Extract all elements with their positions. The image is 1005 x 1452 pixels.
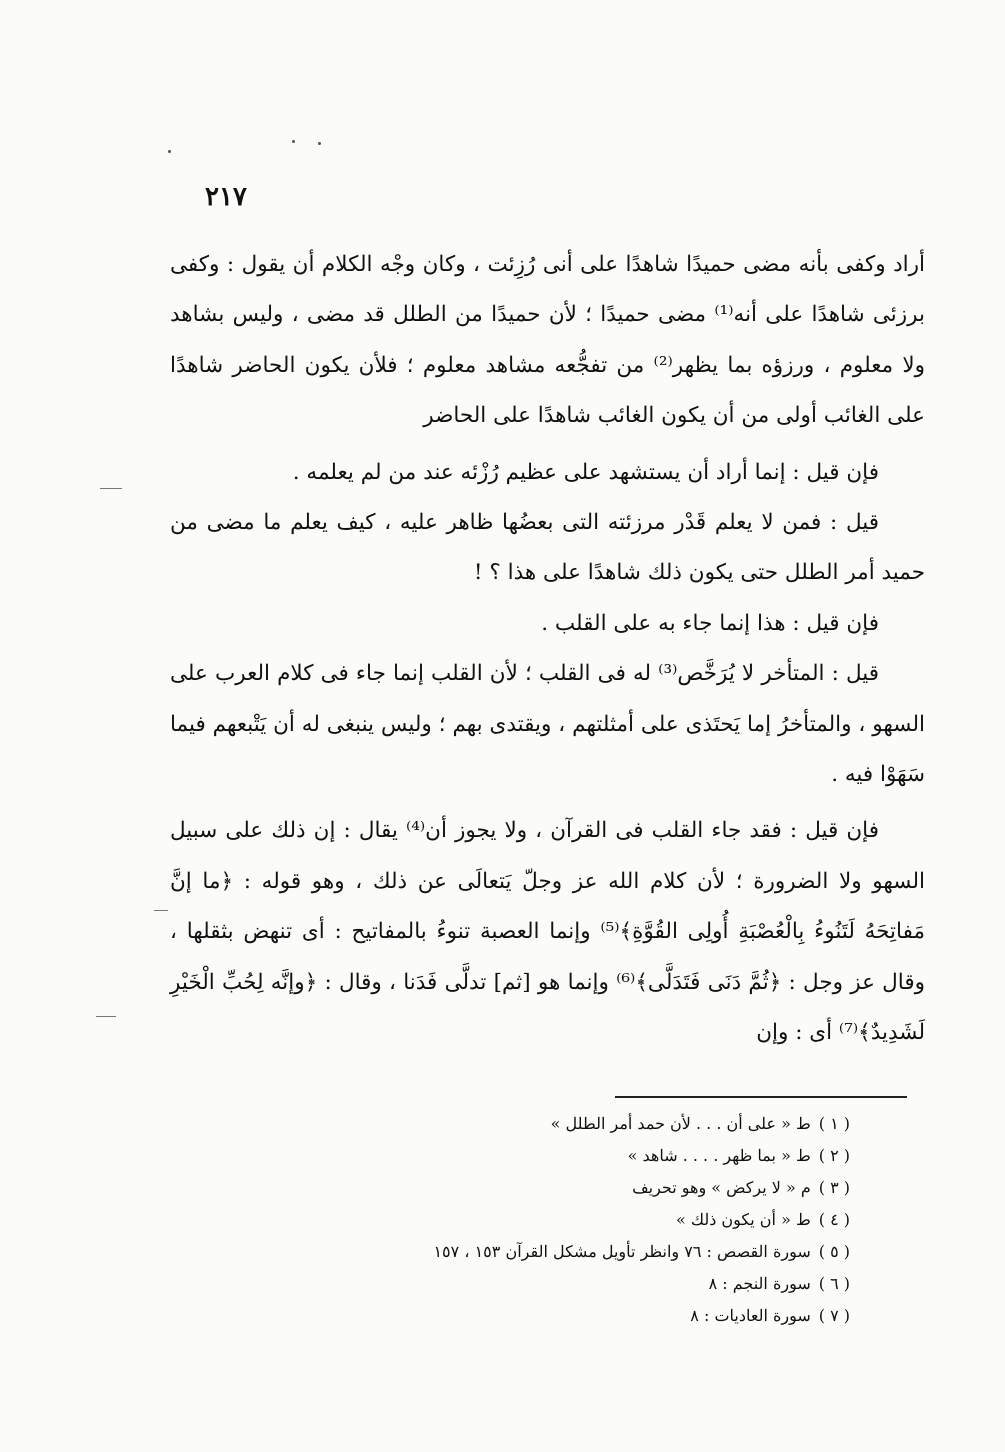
footnote-item [390, 1268, 850, 1300]
footnote-text: م « لا يركض » وهو تحريف [632, 1178, 811, 1197]
margin-mark [100, 488, 122, 489]
footnote-text: سورة العاديات : ٨ [690, 1306, 811, 1325]
footnote-text: سورة النجم : ٨ [708, 1274, 811, 1293]
footnote-text: ط « بما ظهر . . . . شاهد » [627, 1146, 811, 1165]
margin-mark [96, 1016, 116, 1017]
footnote-text: ط « على أن . . . لأن حمد أمر الطلل » [550, 1114, 811, 1133]
footnote-item [390, 1172, 850, 1204]
footnotes [390, 1108, 850, 1332]
scan-speck [292, 140, 295, 143]
page-number: ٢١٧ [205, 182, 247, 212]
footnote-number: ( ٧ ) [818, 1306, 850, 1325]
paragraph-1: أراد وكفى بأنه مضى حميدًا شاهدًا على أنى رُزِئت ، وكان وجْه الكلام أن يقول : وكفى برزئى شاهدًا على أنه⁽¹⁾ مضى حميدًا ؛ لأن حميدًا من الطلل قد مضى ، وليس بشاهد ولا معلوم ، ورزؤه بما يظهر⁽²⁾ من تفجُّعه مشاهد معلوم ؛ فلأن يكون الحاضر شاهدًا على الغائب أولى من أن يكون الغائب شاهدًا على الحاضر [170, 252, 926, 429]
scan-speck [168, 150, 171, 153]
footnote-item [390, 1236, 850, 1268]
footnote-number: ( ١ ) [818, 1114, 850, 1133]
footnote-item [390, 1300, 850, 1332]
footnote-text: سورة القصص : ٧٦ وانظر تأويل مشكل القرآن ١٥٣ ، ١٥٧ [433, 1242, 811, 1261]
footnote-text: ط « أن يكون ذلك » [675, 1210, 811, 1229]
footnote-item [390, 1204, 850, 1236]
margin-mark [154, 910, 168, 911]
footnote-divider [615, 1096, 907, 1098]
paragraph-3: قيل : فمن لا يعلم قَدْر مرزئته التى بعضُها ظاهر عليه ، كيف يعلم ما مضى من حميد أمر الطلل حتى يكون ذلك شاهدًا على هذا ؟ ! [170, 510, 925, 586]
footnote-number: ( ٥ ) [818, 1242, 850, 1261]
footnote-number: ( ٤ ) [818, 1210, 850, 1229]
paragraph-5: قيل : المتأخر لا يُرَخَّص⁽³⁾ له فى القلب ؛ لأن القلب إنما جاء فى كلام العرب على السهو ، والمتأخرُ إما يَحتَذى على أمثلتهم ، ويقتدى بهم ؛ وليس ينبغى له أن يَتْبعهم فيما سَهَوْا فيه . [170, 661, 925, 788]
paragraph-4: فإن قيل : هذا إنما جاء به على القلب . [541, 610, 879, 636]
footnote-item [390, 1140, 850, 1172]
paragraph-2: فإن قيل : إنما أراد أن يستشهد على عظيم رُزْئه عند من لم يعلمه . [292, 459, 879, 485]
footnote-number: ( ٣ ) [818, 1178, 850, 1197]
scan-speck [318, 142, 321, 145]
paragraph-6: فإن قيل : فقد جاء القلب فى القرآن ، ولا يجوز أن⁽⁴⁾ يقال : إن ذلك على سبيل السهو ولا الضرورة ؛ لأن كلام الله عز وجلّ يَتعالَى عن ذلك ، وهو قوله : ﴿ما إنَّ مَفاتِحَهُ لَتَنُوءُ بِالْعُصْبَةِ أُولِى القُوَّةِ﴾⁽⁵⁾ وإنما العصبة تنوءُ بالمفاتيح : أى تنهض بثقلها ، وقال عز وجل : ﴿ثُمَّ دَنَى فَتَدَلَّى﴾⁽⁶⁾ وإنما هو [ثم] تدلَّى فَدَنا ، وقال : ﴿وإنَّه لِحُبِّ الْخَيْرِ لَشَدِيدٌ﴾⁽⁷⁾ أى : وإن [170, 818, 926, 1046]
footnote-number: ( ٢ ) [818, 1146, 850, 1165]
footnote-number: ( ٦ ) [818, 1274, 850, 1293]
footnote-item [390, 1108, 850, 1140]
body-text [170, 240, 925, 1059]
